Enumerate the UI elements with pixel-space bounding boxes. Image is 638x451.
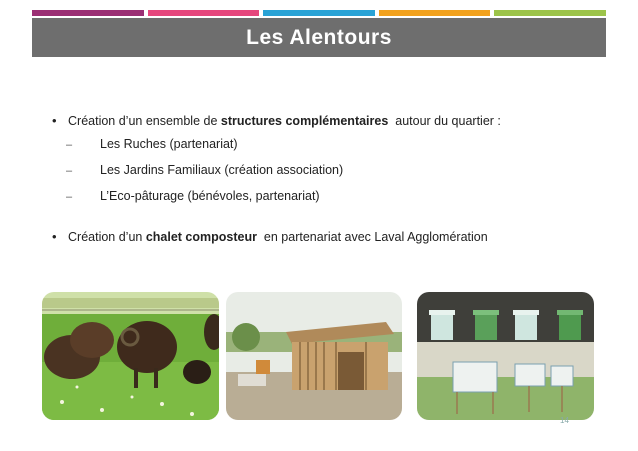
bullet-item-chalet [52,229,622,244]
subitem-text: Les Jardins Familiaux (création association) [100,163,344,177]
bullet-text-suffix: autour du quartier : [388,114,501,128]
bullet-text-bold: chalet composteur [145,230,257,244]
dash-icon: – [66,191,73,203]
page-number: 14 [560,416,569,425]
bullet-text [68,114,501,128]
subitem-text: L’Eco-pâturage (bénévoles, partenariat) [100,189,320,203]
bullet-icon: • [52,229,57,244]
bullet-text-bold: structures complémentaires [220,114,389,128]
title-bar [32,18,606,57]
stripe-purple [32,10,144,16]
compost-chalet-photo [226,292,402,420]
decorative-color-stripes [32,10,606,16]
stripe-orange [379,10,491,16]
subitem-text: Les Ruches (partenariat) [100,137,238,151]
bullet-text-suffix: en partenariat avec Laval Agglomération [256,230,488,244]
bullet-text [68,230,488,244]
slide-content [52,113,622,244]
slide-title: Les Alentours [246,25,392,49]
bullet-text-prefix: Création d’un ensemble de [68,114,221,128]
dash-icon: – [66,165,73,177]
stripe-pink [148,10,260,16]
stripe-blue [263,10,375,16]
beehives-photo [417,292,594,420]
bullet-text-prefix: Création d’un [68,230,146,244]
stripe-green [494,10,606,16]
bullet-item-structures [52,113,622,137]
subitem-ruches [66,137,622,163]
sheep-photo [42,292,219,420]
subitem-jardins [66,163,622,189]
bullet-icon: • [52,113,57,128]
dash-icon: – [66,139,73,151]
subitem-eco-paturage [66,189,622,215]
